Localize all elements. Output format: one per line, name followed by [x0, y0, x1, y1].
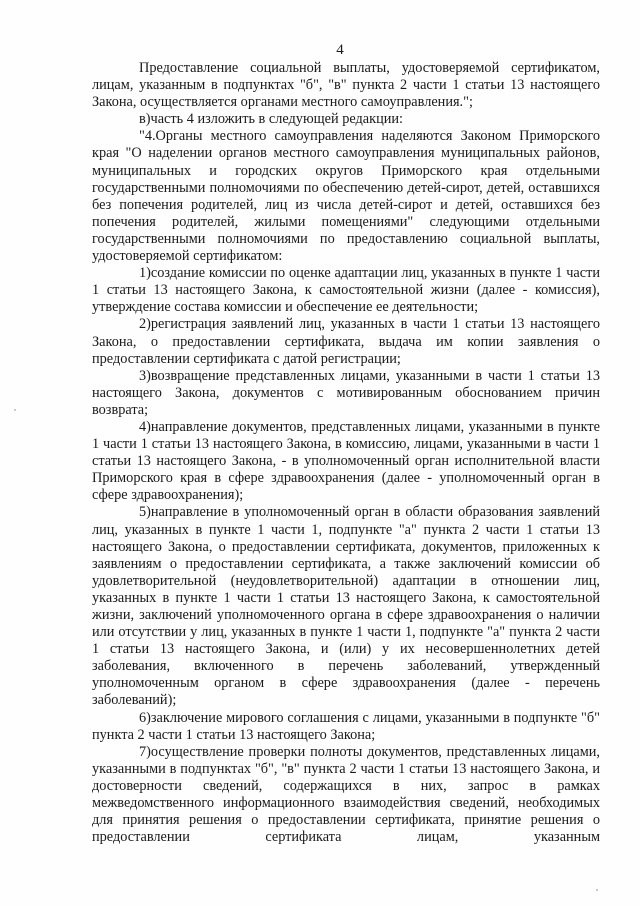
scan-artifact: [596, 889, 598, 891]
list-item-2: 2)регистрация заявлений лиц, указанных в части 1 статьи 13 настоящего Закона, о предоставлении сертификата, выдача им копии заявления о предоставлении сертификата с датой регистрации;: [92, 316, 600, 367]
paragraph-amendment-v: в)часть 4 изложить в следующей редакции:: [139, 111, 403, 128]
paragraph-intro: Предоставление социальной выплаты, удостоверяемой сертификатом, лицам, указанным в подпунктах "б", "в" пункта 2 части 1 статьи 13 настоящего Закона, осуществляется органами местного самоуправления.";: [92, 60, 600, 111]
list-item-4: 4)направление документов, представленных лицами, указанными в пункте 1 части 1 статьи 13 настоящего Закона, в комиссию, лицами, указанными в части 1 статьи 13 настоящего Закона, - в уполномоченный орган исполнительной власти Приморского края в сфере здравоохранения (далее - уполномоченный орган в сфере здравоохранения);: [92, 418, 600, 504]
list-item-7: 7)осуществление проверки полноты документов, представленных лицами, указанными в подпунктах "б", "в" пункта 2 части 1 статьи 13 настоящего Закона, и достоверности сведений, содержащихся в них, запрос в рамках межведомственного информационного взаимодействия сведений, необходимых для принятия решения о предоставлении сертификата, принятие решения о предоставлении сертификата лицам, указанным: [92, 743, 600, 846]
paragraph-part-4: "4.Органы местного самоуправления наделяются Законом Приморского края "О наделении органов местного самоуправления муниципальных районов, муниципальных и городских округов Приморского края отдельными государственными полномочиями по обеспечению детей-сирот, детей, оставшихся без попечения родителей, лиц из числа детей-сирот и детей, оставшихся без попечения родителей, жилыми помещениями" следующими отдельными государственными полномочиями по предоставлению социальной выплаты, удостоверяемой сертификатом:: [92, 128, 600, 265]
list-item-6: 6)заключение мирового соглашения с лицами, указанными в подпункте "б" пункта 2 части 1 статьи 13 настоящего Закона;: [92, 709, 600, 743]
scan-artifact: [14, 409, 16, 411]
list-item-3: 3)возвращение представленных лицами, указанными в части 1 статьи 13 настоящего Закона, документов с мотивированным обоснованием причин возврата;: [92, 367, 600, 418]
document-body: [92, 60, 600, 846]
list-item-5: 5)направление в уполномоченный орган в области образования заявлений лиц, указанных в пункте 1 части 1, подпункте "а" пункта 2 части 1 статьи 13 настоящего Закона, о предоставлении сертификата, документов, приложенных к заявлениям о предоставлении сертификата, а также заключений комиссии об удовлетворительной (неудовлетворительной) адаптации в отношении лиц, указанных в пункте 1 части 1 статьи 13 настоящего Закона, к самостоятельной жизни, заключений уполномоченного органа в сфере здравоохранения о наличии или отсутствии у лиц, указанных в пункте 1 части 1, подпункте "а" пункта 2 части 1 статьи 13 настоящего Закона, и (или) у их несовершеннолетних детей заболевания, включенного в перечень заболеваний, утвержденный уполномоченным органом в сфере здравоохранения (далее - перечень заболеваний);: [92, 504, 600, 709]
list-item-1: 1)создание комиссии по оценке адаптации лиц, указанных в пункте 1 части 1 статьи 13 настоящего Закона, к самостоятельной жизни (далее - комиссия), утверждение состава комиссии и обеспечение ее деятельности;: [92, 265, 600, 316]
page-number: 4: [336, 42, 344, 58]
